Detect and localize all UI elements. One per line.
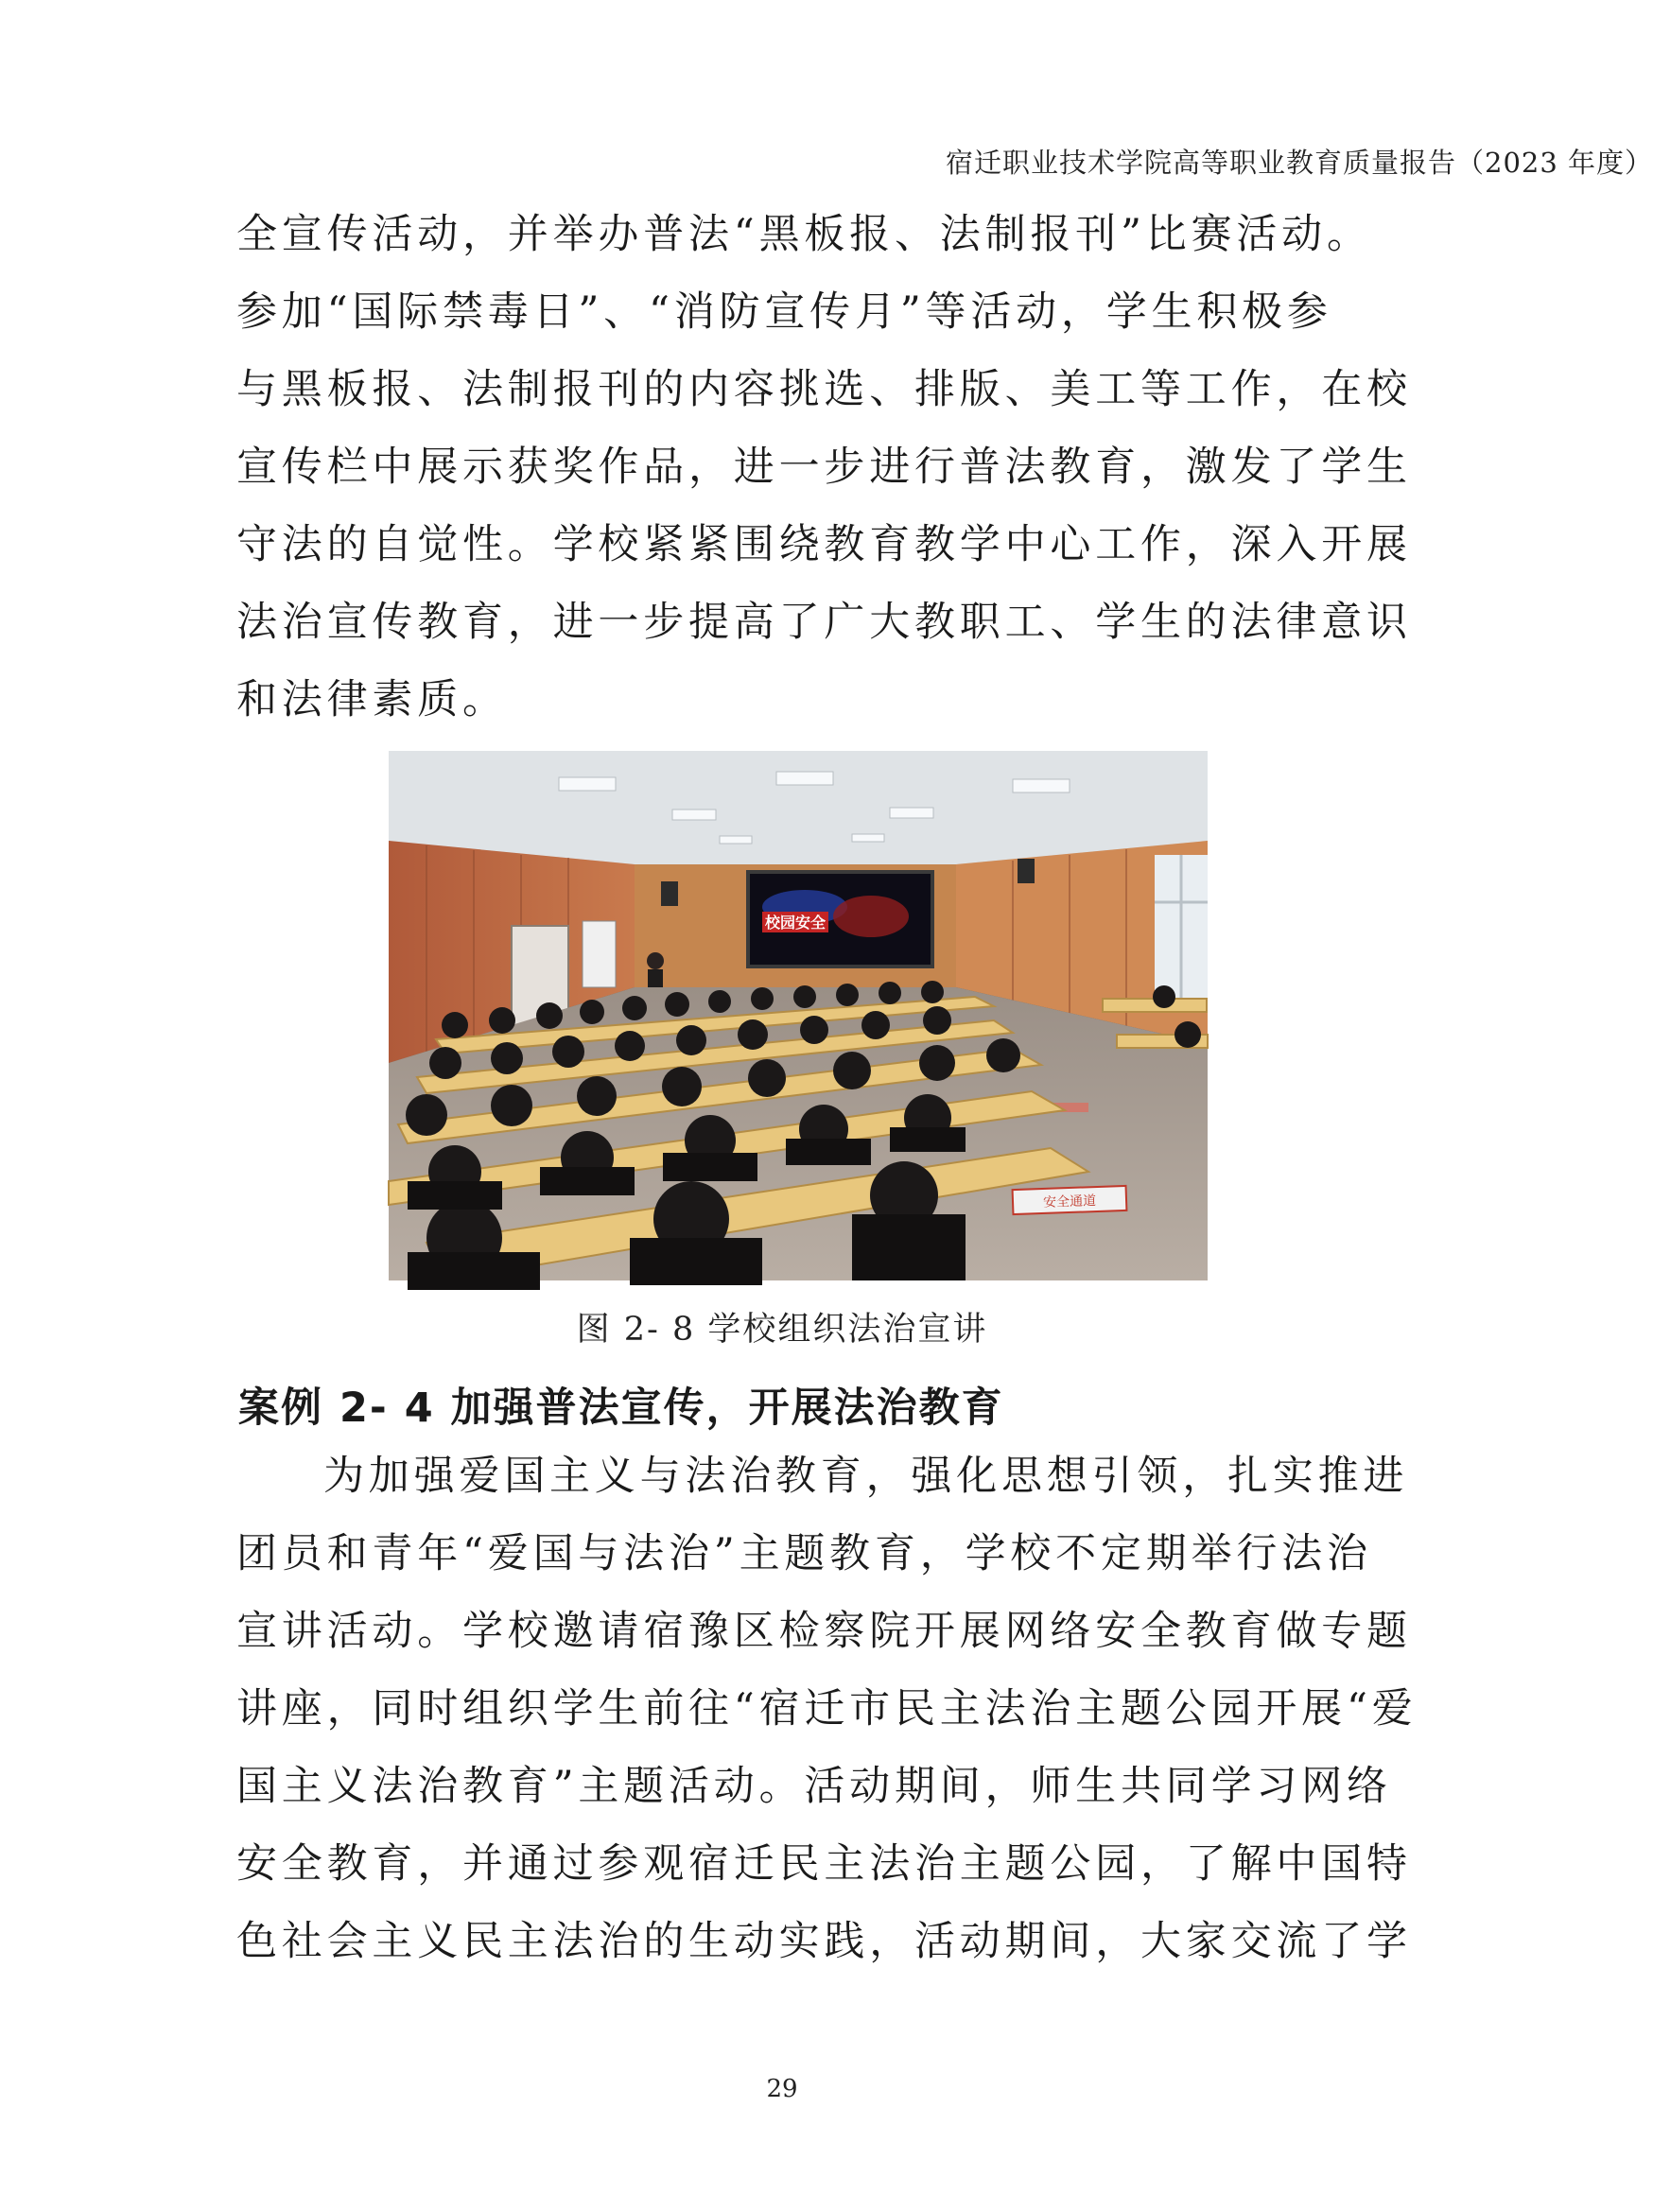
lecture-hall-illustration — [389, 751, 1208, 1280]
paragraph-line: 为加强爱国主义与法治教育，强化思想引领，扎实推进 — [323, 1453, 1409, 1500]
page-number: 29 — [766, 2075, 798, 2103]
paragraph-line: 与黑板报、法制报刊的内容挑选、排版、美工等工作，在校 — [236, 366, 1412, 413]
paragraph-line: 安全教育，并通过参观宿迁民主法治主题公园，了解中国特 — [236, 1840, 1412, 1888]
paragraph-line: 法治宣传教育，进一步提高了广大教职工、学生的法律意识 — [236, 599, 1412, 646]
paragraph-line: 全宣传活动，并举办普法“黑板报、法制报刊”比赛活动。 — [236, 211, 1372, 258]
paragraph-line: 守法的自觉性。学校紧紧围绕教育教学中心工作，深入开展 — [236, 521, 1412, 568]
figure-caption: 图 2- 8 学校组织法治宣讲 — [576, 1311, 988, 1349]
running-header: 宿迁职业技术学院高等职业教育质量报告（2023 年度） — [946, 147, 1653, 179]
paragraph-line: 讲座，同时组织学生前往“宿迁市民主法治主题公园开展“爱 — [236, 1685, 1418, 1733]
screen-text: 校园安全 — [764, 914, 826, 932]
paragraph-line: 宣讲活动。学校邀请宿豫区检察院开展网络安全教育做专题 — [236, 1608, 1412, 1655]
paragraph-line: 团员和青年“爱国与法治”主题教育，学校不定期举行法治 — [236, 1530, 1372, 1577]
body-paragraph — [236, 1437, 1418, 1980]
paragraph-line: 参加“国际禁毒日”、“消防宣传月”等活动，学生积极参 — [236, 288, 1332, 336]
paragraph-line: 国主义法治教育”主题活动。活动期间，师生共同学习网络 — [236, 1763, 1392, 1810]
paragraph-line: 色社会主义民主法治的生动实践，活动期间，大家交流了学 — [236, 1918, 1412, 1965]
case-heading: 案例 2- 4 加强普法宣传，开展法治教育 — [238, 1385, 1004, 1432]
lecture-photo — [389, 751, 1208, 1280]
floor-sign: 安全通道 — [1042, 1193, 1097, 1211]
body-paragraph — [236, 196, 1412, 739]
paragraph-line: 宣传栏中展示获奖作品，进一步进行普法教育，激发了学生 — [236, 444, 1412, 491]
paragraph-line: 和法律素质。 — [236, 676, 508, 723]
